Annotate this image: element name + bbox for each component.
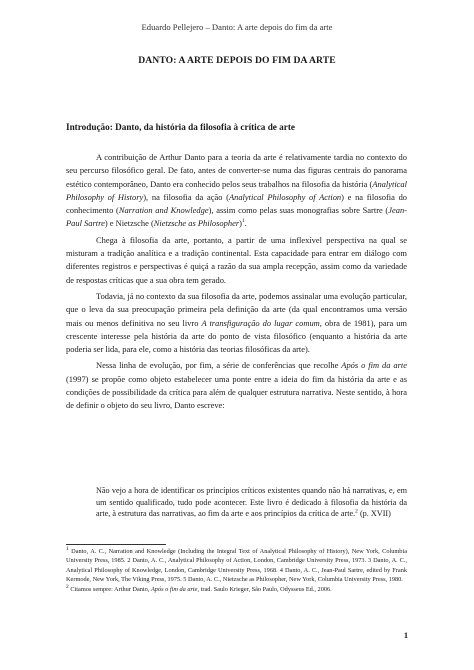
section-heading: Introdução: Danto, da história da filosofia à crítica de arte [66,122,295,132]
block-quote: Não vejo a hora de identificar os princípios críticos existentes quando não há narrativas, e, em um sentido qualificado, tudo pode acontecer. Este livro é dedicado à filosofia da história da arte, à estrutura das narrativas, ao fim da arte e aos princípios da crítica de arte.$^2$ (p. XVII) [96,486,407,519]
paragraph-1: A contribuição de Arthur Danto para a teoria da arte é relativamente tardia no contexto do seu percurso filosófico geral. De fato, antes de converter-se numa das figuras centrais do panorama estético contemporâneo, Danto era conhecido pelos seus trabalhos na filosofia da história (Analytical Philosophy of History), na filosofia da ação (Analytical Philosophy of Action) e na filosofia do conhecimento (Narration and Knowledge), assim como pelas suas monografias sobre Sartre (Jean-Paul Sartre) e Nietzsche (Nietzsche as Philosopher)$^1$. [66,152,408,229]
page-number: 1 [403,631,408,640]
footnotes [66,547,407,594]
footnote-divider [66,544,166,545]
paper-title: DANTO: A ARTE DEPOIS DO FIM DA ARTE [138,55,336,66]
footnote-1: $^1$ Danto, A. C., Narration and Knowledge (Including the Integral Text of Analytical Philosophy of History), New York, Columbia University Press, 1985. 2 Danto, A. C., Analytical Philosophy of Action, London, Cambridge University Press, 1973. 3 Danto, A. C., Analytical Philosophy of Knowledge, London, Cambridge University Press, 1968. 4 Danto, A. C., Jean-Paul Sartre, edited by Frank Kermode, New York, The Viking Press, 1975. 5 Danto, A. C., Nietzsche as Philosopher, New York, Columbia University Press, 1980. [66,545,407,584]
footnote-ref-2[interactable]: 2 [355,508,358,515]
paragraph-2: Chega à filosofia da arte, portanto, a partir de uma inflexível perspectiva na qual se misturam a tradição analítica e a tradição continental. Esta capacidade para entrar em diálogo com diferentes registros e perspectivas é quiçá a razão da sua ampla recepção, assim como da variedade de respostas críticas que a sua obra tem gerado. [66,234,407,285]
paragraph-3: Todavia, já no contexto da sua filosofia da arte, podemos assinalar uma evolução particular, que o leva da sua preocupação primeira pela definição da arte (da qual encontramos uma versão mais ou menos definitiva no seu livro A transfiguração do lugar comum, obra de 1981), para um crescente interesse pela história da arte do ponto de vista filosófico (enquanto a história da arte poderia ser lida, para ele, como a história das teorias filosóficas da arte). [66,290,407,355]
paragraph-4: Nessa linha de evolução, por fim, a série de conferências que recolhe Após o fim da arte (1997) se propõe como objeto estabelecer uma ponte entre a ideia do fim da história da arte e as condições de possibilidade da crítica para além de qualquer estrutura narrativa. Neste sentido, à hora de definir o objeto do seu livro, Danto escreve: [66,360,407,411]
body-text [66,151,407,416]
running-head: Eduardo Pellejero – Danto: A arte depois do fim da arte [141,22,333,32]
footnote-2: $^2$ Citamos sempre: Arthur Danto, Após o fim da arte, trad. Saulo Krieger, São Paulo, Odysseus Ed., 2006. [66,583,332,593]
footnote-ref-1[interactable]: 1 [241,218,245,225]
